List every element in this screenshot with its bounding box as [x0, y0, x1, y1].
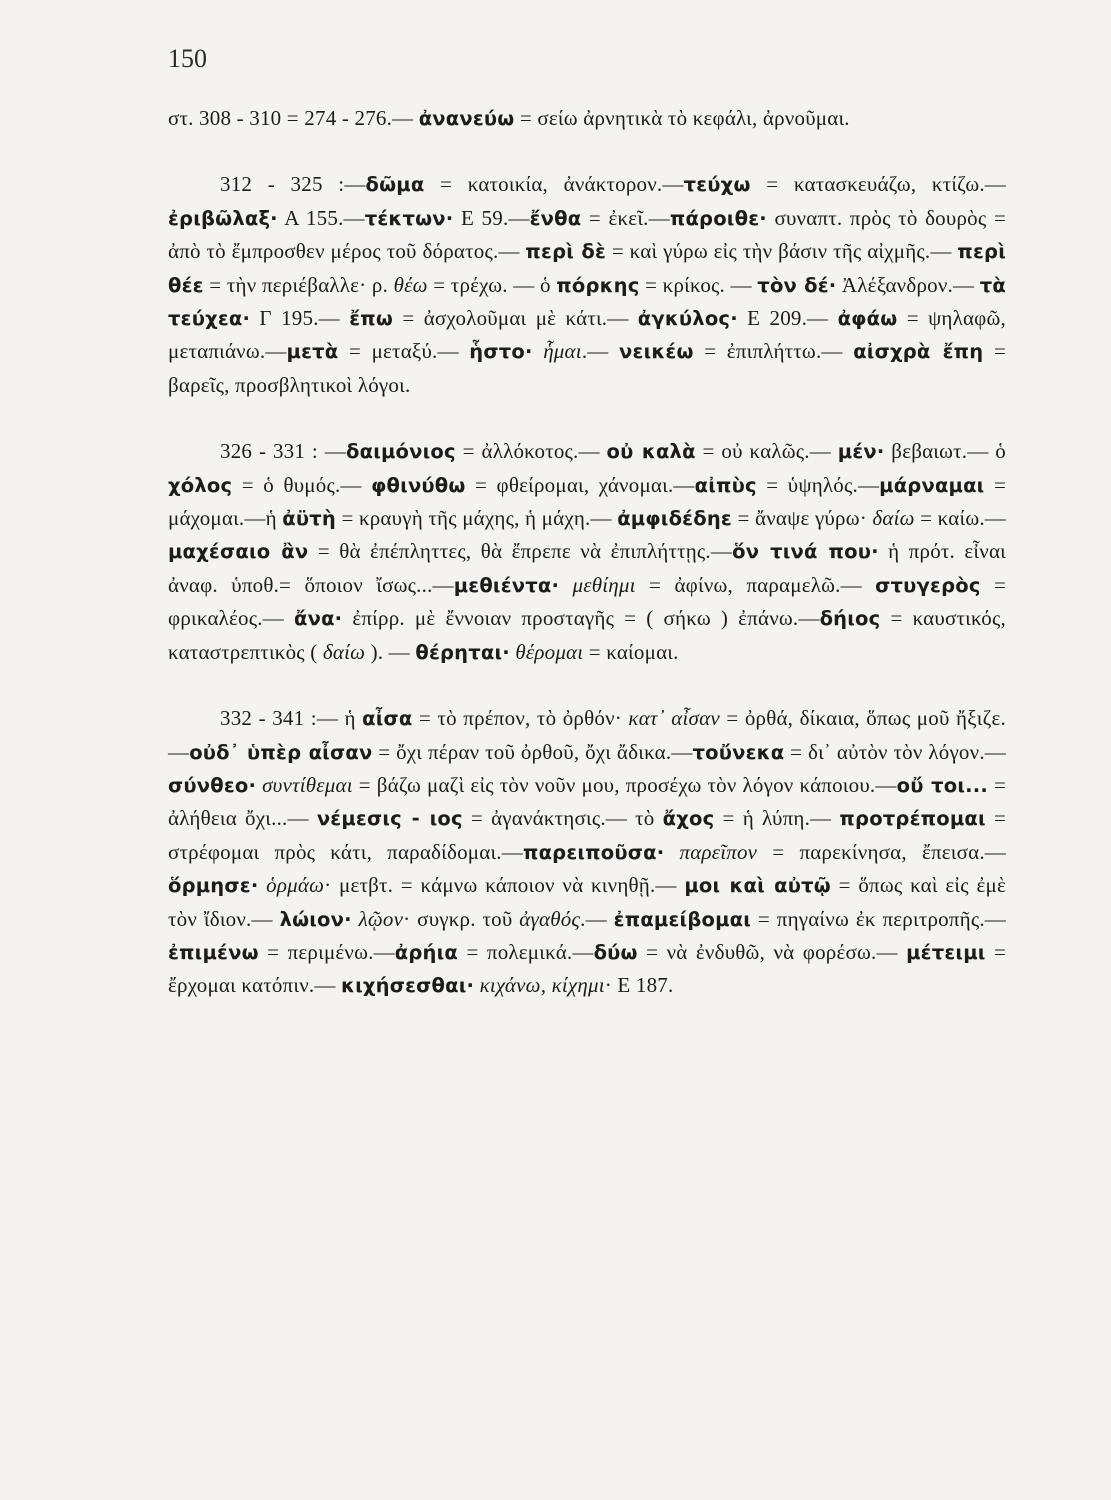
gloss-text: = κρίκος. —	[639, 272, 758, 297]
italic-term: κιχάνω, κίχημι	[479, 973, 605, 998]
gloss-text: = ἄναψε γύρω·	[731, 506, 873, 531]
headword: ἐπαμείβομαι	[613, 907, 752, 931]
headword: ὅν τινά που·	[732, 540, 879, 564]
gloss-text: Γ 195.—	[250, 306, 350, 331]
gloss-text: · συγκρ. τοῦ	[403, 906, 520, 931]
headword: ἀμφιδέδηε	[617, 507, 732, 531]
italic-term: θέω	[393, 272, 428, 297]
paragraph-4	[168, 702, 1006, 1003]
italic-term: θέρομαι	[515, 639, 584, 664]
gloss-text: = καυστικός, καταστρεπτικὸς (	[168, 606, 1006, 664]
headword: πόρκης	[556, 273, 640, 297]
gloss-text: ). —	[365, 639, 416, 664]
headword: αἰσχρὰ ἔπη	[853, 340, 984, 364]
gloss-text: = κραυγὴ τῆς μάχης, ἡ μάχη.—	[335, 506, 618, 531]
headword: μέν·	[837, 440, 885, 464]
gloss-text: ἡ πρότ. εἶναι ἀναφ. ὑποθ.= ὅποιον ἴσως...—	[168, 539, 1007, 597]
italic-term: παρεῖπον	[679, 839, 758, 864]
paragraph-gap	[168, 669, 1006, 702]
headword: ἔνθα	[529, 206, 582, 230]
headword: περὶ θέε	[168, 240, 1007, 297]
headword: ἐριβῶλαξ·	[168, 206, 278, 230]
headword: ἀϋτὴ	[282, 507, 336, 531]
gloss-text: = ἀγανάκτησις.— τὸ	[462, 806, 663, 831]
gloss-text: = μάχομαι.—ἡ	[168, 472, 1006, 531]
gloss-text: Ε 59.—	[453, 205, 530, 230]
headword: ἀφάω	[837, 307, 898, 331]
gloss-text: = τὴν περιέβαλλε· ρ.	[203, 272, 394, 297]
headword: περὶ δὲ	[525, 240, 607, 264]
headword: μέτειμι	[906, 940, 986, 964]
gloss-text: = βάζω μαζὶ εἰς τὸν νοῦν μου, προσέχω τὸν λόγον κάποιου.—	[352, 772, 897, 797]
gloss-text: Ἀλέξανδρον.—	[836, 272, 980, 297]
gloss-text: = καίομαι.	[583, 639, 679, 664]
gloss-text: = ἔρχομαι κατόπιν.—	[168, 939, 1007, 998]
gloss-text: .—	[580, 906, 614, 931]
gloss-text: 332 - 341 :— ἡ	[220, 706, 363, 731]
headword: οὐδ᾽ ὑπὲρ αἶσαν	[189, 740, 373, 764]
gloss-text: = ὄχι πέραν τοῦ ὀρθοῦ, ὄχι ἄδικα.—	[372, 739, 693, 764]
gloss-text: = ὀρθά, δίκαια, ὅπως μοῦ ἤξιζε.—	[168, 706, 1006, 764]
gloss-text: βεβαιωτ.— ὁ	[884, 439, 1006, 464]
headword: ἀνανεύω	[418, 107, 515, 130]
gloss-text: = πολεμικά.—	[458, 939, 594, 964]
italic-term: ὁρμάω	[266, 873, 325, 898]
text-body	[168, 102, 1006, 1003]
headword: μάρναμαι	[879, 473, 985, 497]
headword: νεικέω	[619, 340, 694, 364]
headword: μαχέσαιο ἂν	[168, 540, 309, 564]
headword: ἧστο·	[469, 340, 533, 364]
italic-term: συντίθεμαι	[262, 772, 353, 797]
paragraph-1	[168, 102, 1006, 135]
gloss-text: = νὰ ἐνδυθῶ, νὰ φορέσω.—	[637, 939, 907, 964]
gloss-text: = οὐ καλῶς.—	[695, 439, 838, 464]
headword: ὅρμησε·	[168, 874, 259, 898]
headword: δήιος	[819, 607, 881, 631]
gloss-text	[559, 573, 572, 597]
page-number: 150	[168, 44, 207, 73]
gloss-text: = καίω.—	[914, 506, 1007, 531]
gloss-text: = ἡ λύπη.—	[714, 806, 840, 831]
headword: σύνθεο·	[168, 773, 257, 797]
gloss-text: = ἀλήθεια ὄχι...—	[168, 772, 1007, 831]
gloss-text: = κατασκευάζω, κτίζω.—	[750, 172, 1006, 197]
gloss-text: = ὑψηλός.—	[756, 472, 880, 497]
headword: οὐ καλὰ	[606, 440, 696, 464]
headword: ἀρήια	[394, 940, 459, 964]
gloss-text: · μετβτ. = κάμνω κάποιον νὰ κινηθῇ.—	[324, 873, 685, 898]
gloss-text: = ἀφίνω, παραμελῶ.—	[635, 572, 876, 597]
gloss-text: 312 - 325 :—	[220, 172, 366, 197]
headword: θέρηται·	[415, 640, 510, 664]
gloss-text: = ἐπιπλήττω.—	[693, 339, 854, 364]
italic-term: δαίω	[322, 639, 366, 664]
gloss-text	[258, 873, 266, 897]
gloss-text: ἐπίρρ. μὲ ἔννοιαν προσταγῆς = ( σήκω ) ἐπάνω.—	[342, 606, 820, 631]
italic-term: λῷον	[358, 906, 404, 931]
italic-term: μεθίημι	[572, 572, 636, 597]
headword: ἄχος	[662, 807, 715, 831]
headword: φθινύθω	[371, 473, 466, 497]
headword: ἄνα·	[293, 607, 343, 631]
headword: τοὔνεκα	[692, 740, 785, 764]
headword: κιχήσεσθαι·	[341, 974, 475, 998]
gloss-text: .—	[581, 339, 620, 364]
gloss-text: = θὰ ἐπέπληττες, θὰ ἔπρεπε νὰ ἐπιπλήττῃς.—	[308, 539, 733, 564]
paragraph-2	[168, 168, 1006, 402]
headword: ἐπιμένω	[168, 940, 259, 964]
gloss-text: = στρέφομαι πρὸς κάτι, παραδίδομαι.—	[168, 806, 1007, 864]
gloss-text: = μεταξύ.—	[338, 339, 470, 364]
gloss-text	[352, 907, 359, 931]
gloss-text: = ψηλαφῶ, μεταπιάνω.—	[168, 306, 1006, 364]
headword: οὔ τοι...	[896, 773, 988, 797]
headword: χόλος	[168, 473, 233, 497]
headword: πάροιθε·	[669, 206, 767, 230]
italic-term: δαίω	[872, 506, 915, 531]
headword: τέκτων·	[364, 206, 454, 230]
gloss-text: = ὅπως καὶ εἰς ἐμὲ τὸν ἴδιον.—	[168, 873, 1006, 931]
gloss-text: συναπτ. πρὸς τὸ δουρὸς = ἀπὸ τὸ ἔμπροσθεν μέρος τοῦ δόρατος.—	[168, 205, 1006, 264]
gloss-text: = κατοικία, ἀνάκτορον.—	[424, 172, 684, 197]
headword: προτρέπομαι	[839, 807, 986, 831]
headword: δύω	[593, 940, 638, 964]
gloss-text: = τὸ πρέπον, τὸ ὀρθόν·	[412, 706, 629, 731]
gloss-text: = ἀσχολοῦμαι μὲ κάτι.—	[393, 306, 638, 331]
gloss-text: = περιμένω.—	[258, 939, 395, 964]
gloss-text: = καὶ γύρω εἰς τὴν βάσιν τῆς αἰχμῆς.—	[606, 239, 958, 264]
headword: δῶμα	[365, 173, 425, 197]
gloss-text	[533, 339, 544, 363]
gloss-text: = φρικαλέος.—	[168, 572, 1007, 631]
gloss-text: = βαρεῖς, προσβλητικοὶ λόγοι.	[168, 339, 1006, 397]
gloss-text: 326 - 331 : —	[220, 439, 346, 464]
headword: δαιμόνιος	[346, 440, 456, 464]
italic-term: ἀγαθός	[519, 906, 581, 931]
headword: μετὰ	[286, 340, 339, 364]
gloss-text: = τρέχω. — ὁ	[427, 272, 557, 297]
headword: αἶσα	[362, 707, 413, 731]
paragraph-gap	[168, 402, 1006, 435]
italic-term: κατ᾽ αἶσαν	[628, 706, 720, 731]
gloss-text: = ἀλλόκοτος.—	[455, 439, 607, 464]
headword: τὰ τεύχεα·	[168, 273, 1007, 331]
headword: ἔπω	[349, 307, 394, 331]
gloss-text: = ὁ θυμός.—	[232, 472, 372, 497]
headword: νέμεσις - ιος	[316, 807, 463, 831]
headword: λώιον·	[279, 907, 352, 931]
gloss-text: · Ε 187.	[604, 973, 674, 998]
gloss-text: = ἐκεῖ.—	[581, 205, 670, 230]
headword: τεύχω	[683, 173, 751, 197]
gloss-text: Α 155.—	[277, 205, 365, 230]
headword: παρειποῦσα·	[522, 840, 665, 864]
paragraph-3	[168, 435, 1006, 669]
gloss-text: = φθείρομαι, χάνομαι.—	[465, 472, 695, 497]
headword: μεθιέντα·	[453, 573, 560, 597]
headword: στυγερὸς	[875, 573, 981, 597]
gloss-text: στ. 308 - 310 = 274 - 276.—	[168, 106, 419, 130]
headword: αἰπὺς	[694, 473, 757, 497]
headword: τὸν δέ·	[757, 273, 837, 297]
headword: ἀγκύλος·	[637, 307, 738, 331]
italic-term: ἧμαι	[543, 339, 582, 364]
gloss-text: Ε 209.—	[737, 306, 838, 331]
gloss-text: = σείω ἀρνητικὰ τὸ κεφάλι, ἀρνοῦμαι.	[514, 106, 850, 130]
headword: μοι καὶ αὐτῷ	[684, 874, 831, 898]
gloss-text: = παρεκίνησα, ἔπεισα.—	[757, 839, 1007, 864]
gloss-text: = δι᾽ αὐτὸν τὸν λόγον.—	[784, 739, 1006, 764]
gloss-text	[664, 840, 679, 864]
paragraph-gap	[168, 135, 1006, 168]
gloss-text: = πηγαίνω ἐκ περιτροπῆς.—	[751, 906, 1006, 931]
